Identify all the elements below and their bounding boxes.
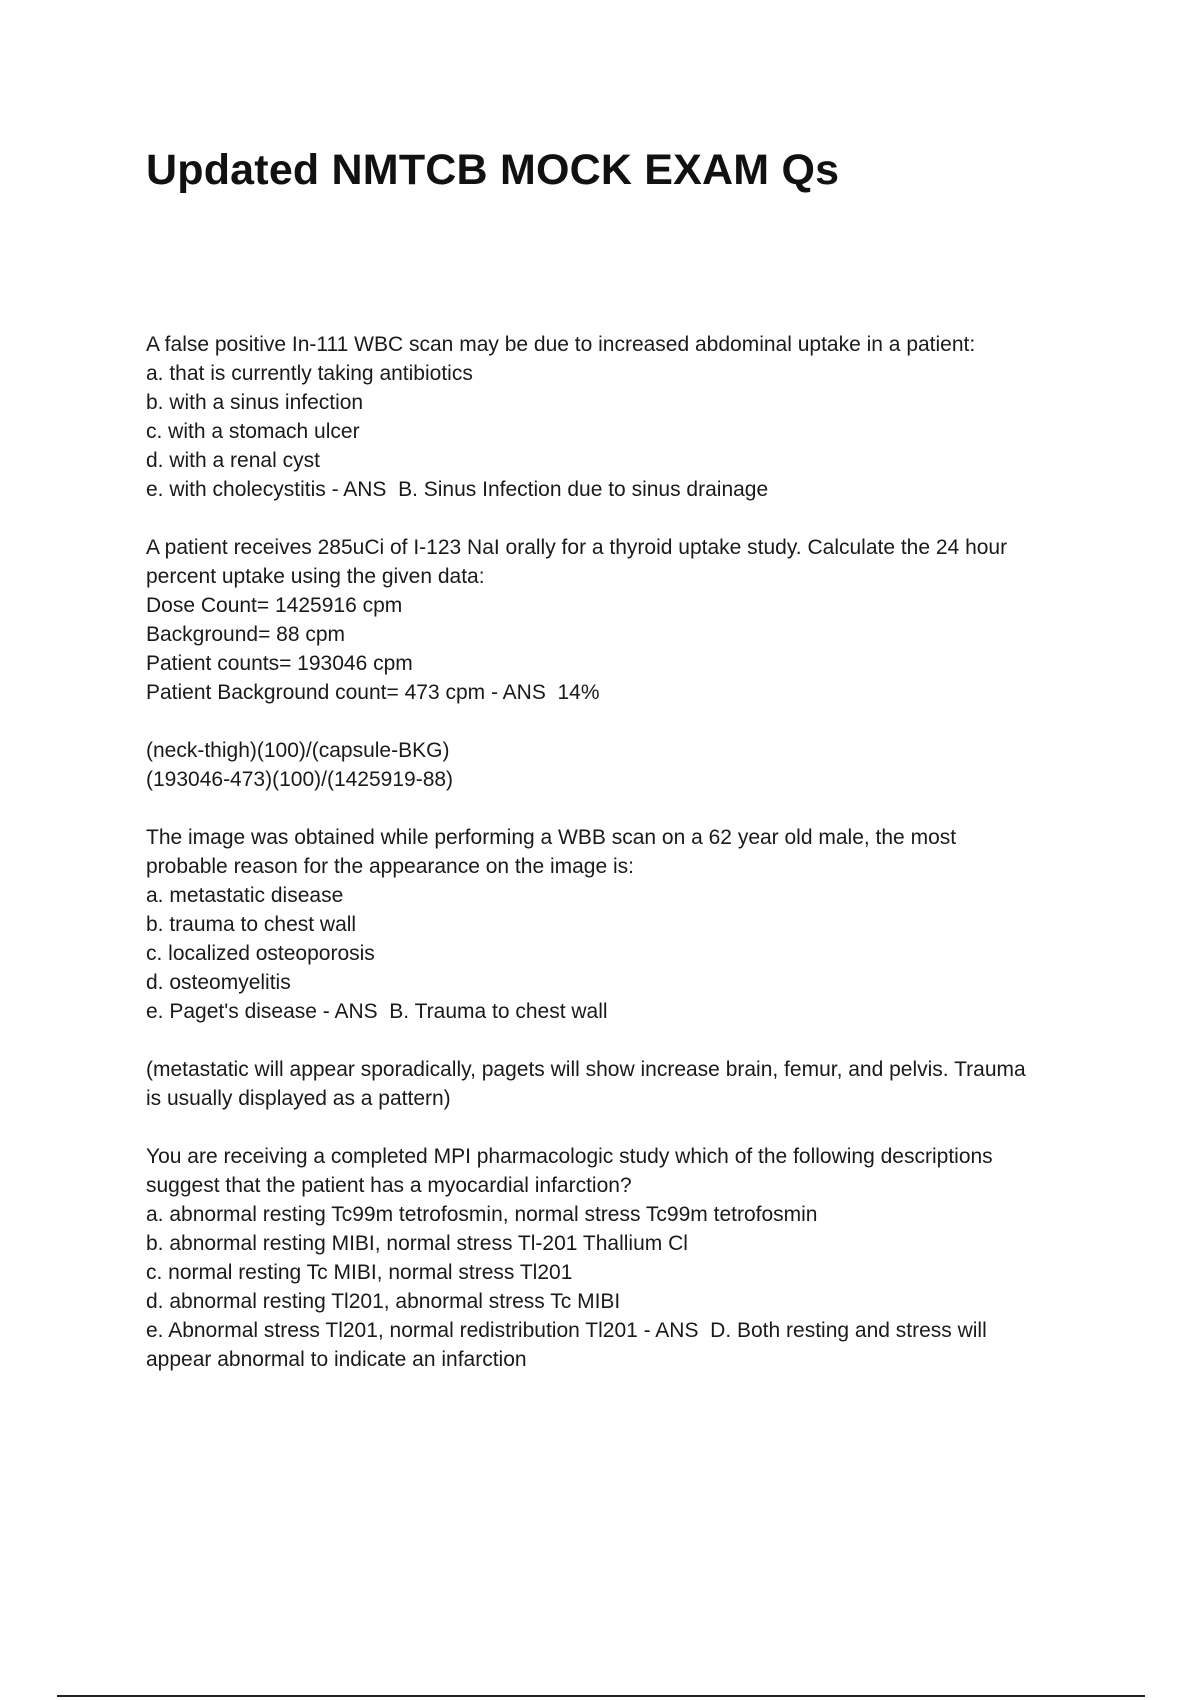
question-4-option-d: d. abnormal resting Tl201, abnormal stress Tc MIBI [146,1290,621,1313]
question-4-stem-line-2: suggest that the patient has a myocardial infarction? [146,1174,632,1197]
question-2 [146,533,1096,707]
question-4-option-a: a. abnormal resting Tc99m tetrofosmin, normal stress Tc99m tetrofosmin [146,1203,818,1226]
question-4-option-b: b. abnormal resting MIBI, normal stress Tl-201 Thallium Cl [146,1232,688,1255]
question-3-stem-line-2: probable reason for the appearance on the image is: [146,855,634,878]
document-body [146,330,1096,1403]
question-2-background: Background= 88 cpm [146,623,346,646]
question-1-option-e-answer: e. with cholecystitis - ANS B. Sinus Infection due to sinus drainage [146,478,769,501]
question-3-option-c: c. localized osteoporosis [146,942,375,965]
question-3-option-a: a. metastatic disease [146,884,344,907]
question-3-option-e-answer: e. Paget's disease - ANS B. Trauma to chest wall [146,1000,608,1023]
question-3-option-b: b. trauma to chest wall [146,913,357,936]
question-1-option-c: c. with a stomach ulcer [146,420,360,443]
question-3-stem-line-1: The image was obtained while performing a WBB scan on a 62 year old male, the most [146,826,957,849]
question-2-patient-counts: Patient counts= 193046 cpm [146,652,413,675]
question-3-explanation [146,1055,1096,1113]
question-2-patient-background-answer: Patient Background count= 473 cpm - ANS 14% [146,681,600,704]
question-3-explanation-line-2: is usually displayed as a pattern) [146,1087,451,1110]
question-4-option-c: c. normal resting Tc MIBI, normal stress Tl201 [146,1261,573,1284]
question-2-formula: (neck-thigh)(100)/(capsule-BKG) [146,739,450,762]
question-4-option-e-answer: e. Abnormal stress Tl201, normal redistribution Tl201 - ANS D. Both resting and stress will [146,1319,987,1342]
question-3-explanation-line-1: (metastatic will appear sporadically, pagets will show increase brain, femur, and pelvis. Trauma [146,1058,1026,1081]
question-2-dose-count: Dose Count= 1425916 cpm [146,594,403,617]
question-2-stem-line-1: A patient receives 285uCi of I-123 NaI orally for a thyroid uptake study. Calculate the 24 hour [146,536,1008,559]
question-1-option-a: a. that is currently taking antibiotics [146,362,473,385]
question-3-option-d: d. osteomyelitis [146,971,291,994]
question-1 [146,330,1096,504]
question-2-stem-line-2: percent uptake using the given data: [146,565,485,588]
footer-divider [57,1695,1145,1697]
question-4-answer-continuation: appear abnormal to indicate an infarction [146,1348,527,1371]
question-3 [146,823,1096,1026]
question-1-option-b: b. with a sinus infection [146,391,364,414]
question-4 [146,1142,1096,1374]
question-1-stem: A false positive In-111 WBC scan may be due to increased abdominal uptake in a patient: [146,333,976,356]
question-2-calculation: (193046-473)(100)/(1425919-88) [146,768,454,791]
question-2-explanation [146,736,1096,794]
page-title: Updated NMTCB MOCK EXAM Qs [146,146,840,194]
question-4-stem-line-1: You are receiving a completed MPI pharmacologic study which of the following descriptions [146,1145,993,1168]
question-1-option-d: d. with a renal cyst [146,449,320,472]
